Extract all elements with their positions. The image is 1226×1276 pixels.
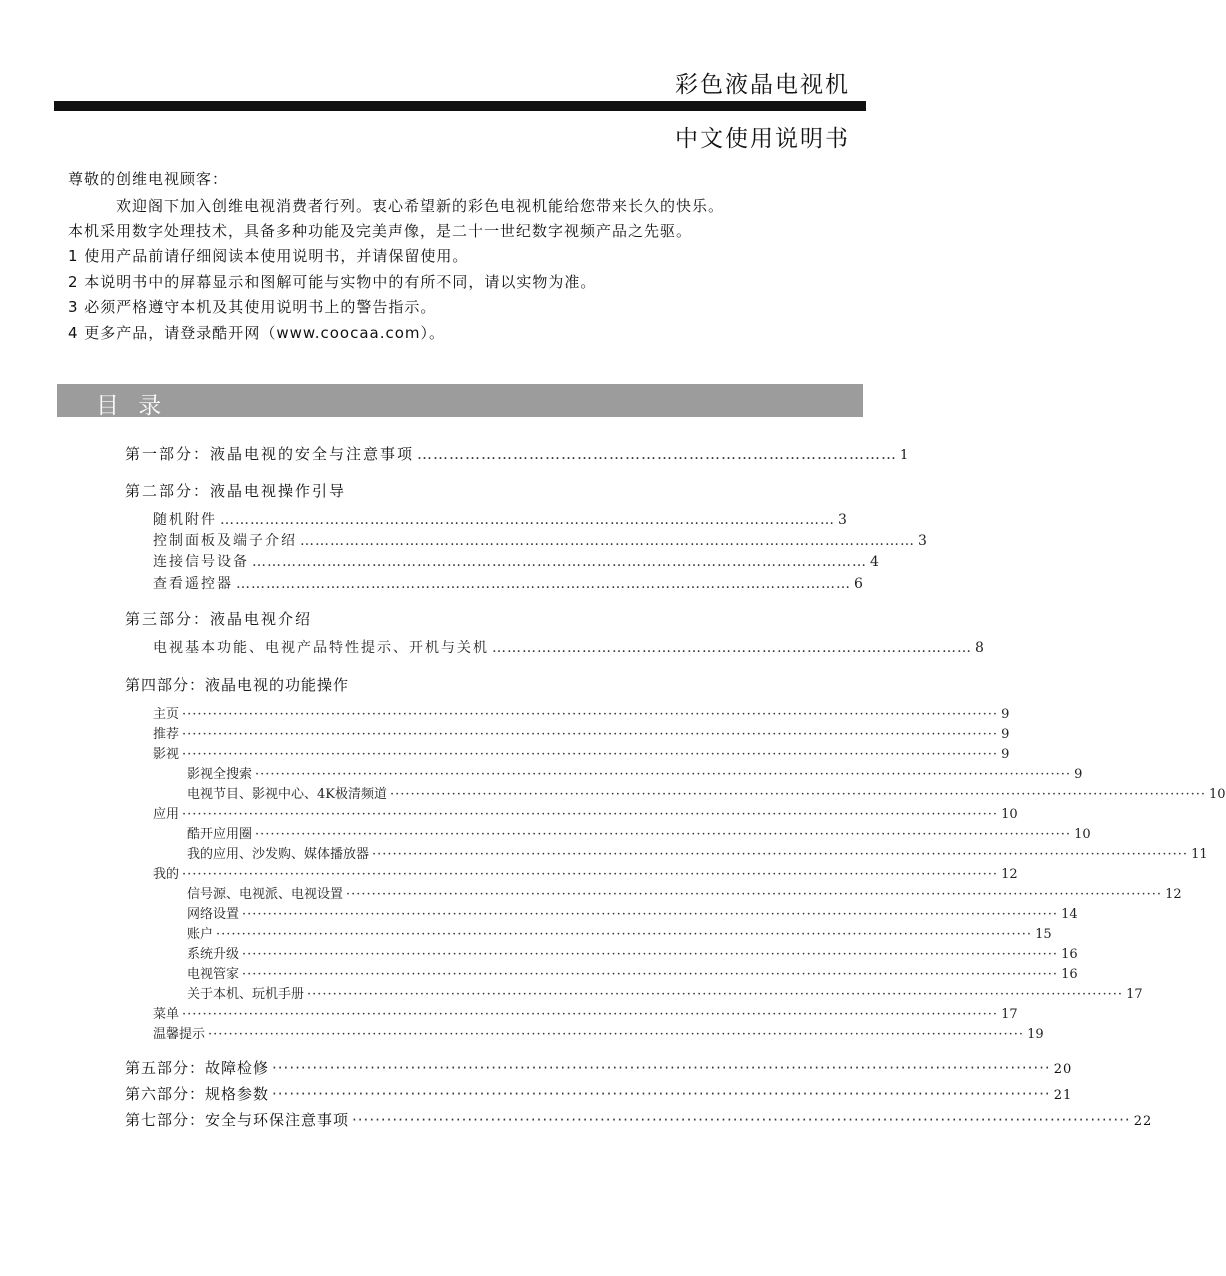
toc-leader-dots: ·······································································································································: [352, 1111, 1131, 1129]
toc-page-number: 9: [1001, 747, 1010, 762]
toc-entry: [187, 823, 1091, 842]
manual-title-primary: 彩色液晶电视机: [675, 72, 850, 98]
toc-leader-dots: ……………………………………………………………………………………………………………: [220, 512, 835, 528]
toc-entry-label: 第六部分：规格参数: [125, 1085, 270, 1103]
toc-entry: [153, 1003, 1018, 1022]
toc-entry-label: 电视基本功能、电视产品特性提示、开机与关机: [153, 640, 489, 656]
toc-entry: [153, 509, 849, 529]
toc-leader-dots: ·······························································································································································: [182, 1007, 999, 1022]
toc-entry-label: 影视: [153, 747, 180, 762]
toc-leader-dots: ·······························································································································································: [182, 807, 999, 822]
welcome-text: 欢迎阁下加入创维电视消费者行列。衷心希望新的彩色电视机能给您带来长久的快乐。: [116, 197, 725, 215]
toc-title: 目 录: [96, 393, 168, 419]
toc-page-number: 4: [870, 554, 881, 570]
toc-page-number: 10: [1001, 807, 1018, 822]
toc-page-number: 15: [1035, 927, 1052, 942]
toc-page-number: 1: [900, 448, 911, 463]
toc-leader-dots: ……………………………………………………………………………………………………………: [252, 554, 867, 570]
toc-entry: [153, 723, 1010, 742]
toc-entry: [187, 923, 1052, 942]
toc-leader-dots: ·······························································································································································: [182, 867, 999, 882]
toc-entry: [153, 551, 881, 571]
toc-entry-part6: [125, 1083, 1073, 1104]
toc-entry: [153, 530, 929, 550]
toc-entry-label: 应用: [153, 807, 180, 822]
greeting: 尊敬的创维电视顾客：: [68, 170, 229, 188]
toc-entry: [153, 803, 1018, 822]
toc-page-number: 12: [1165, 887, 1182, 902]
toc-entry-part1: [125, 443, 911, 464]
toc-entry: [153, 863, 1018, 882]
toc-page-number: 9: [1074, 767, 1083, 782]
toc-page-number: 17: [1001, 1007, 1018, 1022]
toc-section-part2: 第二部分：液晶电视操作引导: [125, 482, 347, 500]
toc-entry-label: 酷开应用圈: [187, 827, 253, 842]
toc-leader-dots: ·······························································································································································: [346, 887, 1163, 902]
toc-entry: [153, 703, 1010, 722]
toc-entry-label: 第五部分：故障检修: [125, 1059, 270, 1077]
toc-entry-label: 我的: [153, 867, 180, 882]
toc-entry-label: 电视节目、影视中心、4K极清频道: [187, 787, 387, 802]
toc-entry-part5: [125, 1057, 1073, 1078]
toc-entry-label: 信号源、电视派、电视设置: [187, 887, 344, 902]
note-item: 4 更多产品，请登录酷开网（www.coocaa.com）。: [68, 324, 446, 342]
toc-page-number: 9: [1001, 727, 1010, 742]
toc-entry: [187, 963, 1078, 982]
toc-page-number: 3: [838, 512, 849, 528]
toc-entry-label: 主页: [153, 707, 180, 722]
toc-entry-label: 控制面板及端子介绍: [153, 533, 297, 549]
toc-leader-dots: ·······························································································································································: [208, 1027, 1025, 1042]
toc-leader-dots: ………………………………………………………………………………: [417, 445, 898, 463]
toc-page-number: 10: [1074, 827, 1091, 842]
toc-page-number: 14: [1061, 907, 1078, 922]
note-item: 3 必须严格遵守本机及其使用说明书上的警告指示。: [68, 298, 437, 316]
toc-leader-dots: ·······························································································································································: [216, 927, 1033, 942]
toc-leader-dots: ·······························································································································································: [242, 947, 1059, 962]
toc-page-number: 16: [1061, 947, 1078, 962]
header-rule: [54, 101, 866, 111]
toc-entry-label: 系统升级: [187, 947, 240, 962]
toc-section-part3: 第三部分：液晶电视介绍: [125, 610, 313, 628]
toc-entry: [153, 637, 986, 657]
toc-entry-part7: [125, 1109, 1153, 1130]
toc-entry-label: 影视全搜索: [187, 767, 253, 782]
toc-leader-dots: ·······························································································································································: [255, 827, 1072, 842]
toc-entry: [187, 783, 1226, 802]
toc-entry: [153, 573, 865, 593]
toc-entry-label: 温馨提示: [153, 1027, 206, 1042]
toc-leader-dots: ·······························································································································································: [182, 727, 999, 742]
toc-page-number: 3: [918, 533, 929, 549]
toc-page-number: 19: [1027, 1027, 1044, 1042]
toc-leader-dots: ·······························································································································································: [372, 847, 1189, 862]
toc-entry-label: 查看遥控器: [153, 576, 233, 592]
toc-page-number: 10: [1209, 787, 1226, 802]
toc-page-number: 6: [854, 576, 865, 592]
toc-entry: [187, 763, 1083, 782]
product-description: 本机采用数字处理技术，具备多种功能及完美声像，是二十一世纪数字视频产品之先驱。: [68, 222, 693, 240]
toc-leader-dots: ·······································································································································: [272, 1085, 1051, 1103]
note-item: 1 使用产品前请仔细阅读本使用说明书，并请保留使用。: [68, 247, 469, 265]
toc-leader-dots: ·······························································································································································: [255, 767, 1072, 782]
toc-entry-label: 推荐: [153, 727, 180, 742]
toc-entry-label: 第一部分：液晶电视的安全与注意事项: [125, 445, 415, 463]
toc-entry-label: 网络设置: [187, 907, 240, 922]
toc-leader-dots: ……………………………………………………………………………………………………………: [300, 533, 915, 549]
note-item: 2 本说明书中的屏幕显示和图解可能与实物中的有所不同，请以实物为准。: [68, 273, 597, 291]
toc-entry-label: 电视管家: [187, 967, 240, 982]
toc-entry: [187, 983, 1143, 1002]
toc-page-number: 11: [1191, 847, 1208, 862]
toc-entry: [187, 883, 1182, 902]
toc-leader-dots: ·······························································································································································: [242, 907, 1059, 922]
toc-leader-dots: ·······························································································································································: [182, 747, 999, 762]
toc-entry: [187, 903, 1078, 922]
toc-page-number: 20: [1053, 1062, 1073, 1077]
toc-page-number: 8: [975, 640, 986, 656]
toc-entry-label: 菜单: [153, 1007, 180, 1022]
toc-entry-label: 随机附件: [153, 512, 217, 528]
toc-entry: [153, 1023, 1044, 1042]
toc-entry-label: 账户: [187, 927, 214, 942]
toc-leader-dots: ·······························································································································································: [182, 707, 999, 722]
toc-section-part4: 第四部分：液晶电视的功能操作: [125, 676, 350, 694]
toc-entry: [187, 943, 1078, 962]
toc-heading-bar: [57, 384, 863, 417]
toc-page-number: 16: [1061, 967, 1078, 982]
toc-entry: [187, 843, 1208, 862]
toc-entry-label: 我的应用、沙发购、媒体播放器: [187, 847, 370, 862]
toc-entry-label: 第七部分：安全与环保注意事项: [125, 1111, 350, 1129]
toc-page-number: 9: [1001, 707, 1010, 722]
toc-entry: [153, 743, 1010, 762]
toc-page-number: 12: [1001, 867, 1018, 882]
toc-page-number: 22: [1133, 1114, 1153, 1129]
toc-leader-dots: ……………………………………………………………………………………………………………: [236, 576, 851, 592]
toc-leader-dots: ……………………………………………………………………………………: [492, 640, 972, 656]
toc-leader-dots: ·······························································································································································: [242, 967, 1059, 982]
manual-title-secondary: 中文使用说明书: [675, 126, 850, 152]
toc-entry-label: 连接信号设备: [153, 554, 249, 570]
toc-leader-dots: ·······························································································································································: [389, 787, 1207, 802]
toc-page-number: 21: [1053, 1088, 1073, 1103]
toc-entry-label: 关于本机、玩机手册: [187, 987, 305, 1002]
toc-leader-dots: ·······························································································································································: [307, 987, 1124, 1002]
toc-page-number: 17: [1126, 987, 1143, 1002]
toc-leader-dots: ·······································································································································: [272, 1059, 1051, 1077]
